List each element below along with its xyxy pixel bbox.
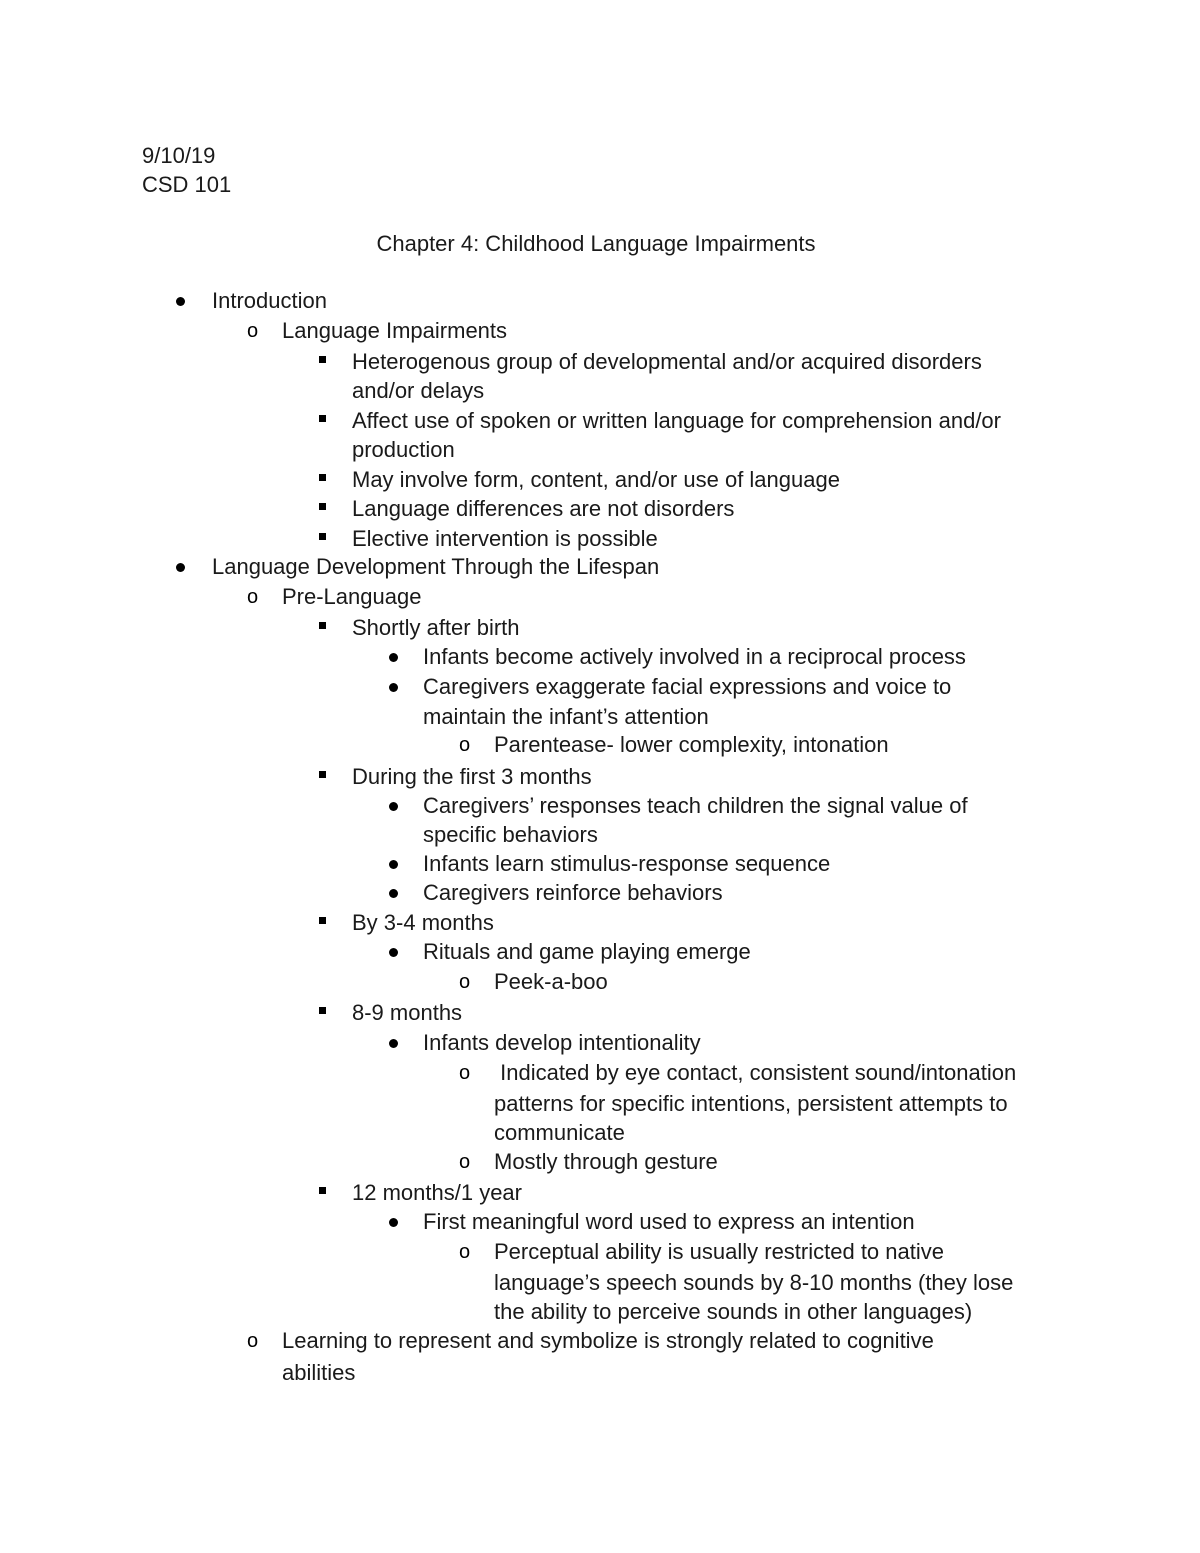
bullet-dot-icon bbox=[389, 860, 398, 869]
bullet-square-icon bbox=[319, 415, 326, 422]
bullet-circle-icon: o bbox=[247, 1330, 259, 1352]
bullet-circle-icon: o bbox=[459, 734, 471, 756]
outline-item: Indicated by eye contact, consistent sound/intonation bbox=[494, 1060, 1017, 1085]
outline-item: First meaningful word used to express an intention bbox=[423, 1209, 915, 1234]
outline-item: Affect use of spoken or written language for comprehension and/or bbox=[352, 408, 1001, 433]
bullet-dot-icon bbox=[389, 889, 398, 898]
outline-item-lifespan: Language Development Through the Lifespan bbox=[212, 554, 660, 579]
outline-item-continued: language’s speech sounds by 8-10 months (they lose bbox=[494, 1270, 1014, 1295]
outline-item: Infants become actively involved in a reciprocal process bbox=[423, 644, 966, 669]
outline-item-first-3-months: During the first 3 months bbox=[352, 764, 592, 789]
bullet-circle-icon: o bbox=[459, 971, 471, 993]
outline-item: Elective intervention is possible bbox=[352, 526, 658, 551]
outline-item: Language differences are not disorders bbox=[352, 496, 735, 521]
outline-item-continued: maintain the infant’s attention bbox=[423, 704, 709, 729]
outline-item: Caregivers reinforce behaviors bbox=[423, 880, 723, 905]
outline-item: Rituals and game playing emerge bbox=[423, 939, 751, 964]
bullet-dot-icon bbox=[176, 563, 185, 572]
bullet-circle-icon: o bbox=[459, 1151, 471, 1173]
outline-item: Caregivers’ responses teach children the signal value of bbox=[423, 793, 968, 818]
bullet-dot-icon bbox=[389, 948, 398, 957]
course-line: CSD 101 bbox=[142, 172, 232, 197]
outline-item: Heterogenous group of developmental and/or acquired disorders bbox=[352, 349, 982, 374]
outline-item: Infants learn stimulus-response sequence bbox=[423, 851, 831, 876]
outline-item: Infants develop intentionality bbox=[423, 1030, 701, 1055]
outline-item: May involve form, content, and/or use of language bbox=[352, 467, 840, 492]
bullet-circle-icon: o bbox=[459, 1241, 471, 1263]
bullet-square-icon bbox=[319, 1007, 326, 1014]
outline-item-shortly-after-birth: Shortly after birth bbox=[352, 615, 520, 640]
bullet-square-icon bbox=[319, 533, 326, 540]
outline-item-introduction: Introduction bbox=[212, 288, 327, 313]
outline-item-continued: the ability to perceive sounds in other languages) bbox=[494, 1299, 973, 1324]
bullet-square-icon bbox=[319, 622, 326, 629]
bullet-circle-icon: o bbox=[459, 1062, 471, 1084]
page-title: Chapter 4: Childhood Language Impairments bbox=[376, 231, 816, 256]
outline-item: Caregivers exaggerate facial expressions and voice to bbox=[423, 674, 952, 699]
bullet-dot-icon bbox=[389, 802, 398, 811]
outline-item-continued: patterns for specific intentions, persistent attempts to bbox=[494, 1091, 1008, 1116]
outline-item-language-impairments: Language Impairments bbox=[282, 318, 508, 343]
bullet-dot-icon bbox=[389, 653, 398, 662]
outline-item-pre-language: Pre-Language bbox=[282, 584, 422, 609]
outline-item-continued: abilities bbox=[282, 1360, 356, 1385]
outline-item-learning: Learning to represent and symbolize is strongly related to cognitive bbox=[282, 1328, 934, 1353]
outline-item: Perceptual ability is usually restricted to native bbox=[494, 1239, 944, 1264]
bullet-dot-icon bbox=[389, 683, 398, 692]
outline-item-8-9-months: 8-9 months bbox=[352, 1000, 463, 1025]
outline-item-12-months: 12 months/1 year bbox=[352, 1180, 522, 1205]
bullet-square-icon bbox=[319, 1187, 326, 1194]
bullet-dot-icon bbox=[389, 1218, 398, 1227]
outline-item-continued: and/or delays bbox=[352, 378, 485, 403]
bullet-circle-icon: o bbox=[247, 586, 259, 608]
outline-item: Parentease- lower complexity, intonation bbox=[494, 732, 889, 757]
bullet-dot-icon bbox=[389, 1039, 398, 1048]
outline-item-continued: production bbox=[352, 437, 455, 462]
bullet-square-icon bbox=[319, 503, 326, 510]
bullet-square-icon bbox=[319, 771, 326, 778]
bullet-square-icon bbox=[319, 917, 326, 924]
bullet-dot-icon bbox=[176, 297, 185, 306]
outline-item-continued: specific behaviors bbox=[423, 822, 598, 847]
date-line: 9/10/19 bbox=[142, 143, 216, 168]
outline-item-continued: communicate bbox=[494, 1120, 625, 1145]
bullet-square-icon bbox=[319, 356, 326, 363]
outline-item-3-4-months: By 3-4 months bbox=[352, 910, 494, 935]
outline-item: Mostly through gesture bbox=[494, 1149, 718, 1174]
bullet-circle-icon: o bbox=[247, 320, 259, 342]
bullet-square-icon bbox=[319, 474, 326, 481]
outline-item: Peek-a-boo bbox=[494, 969, 608, 994]
